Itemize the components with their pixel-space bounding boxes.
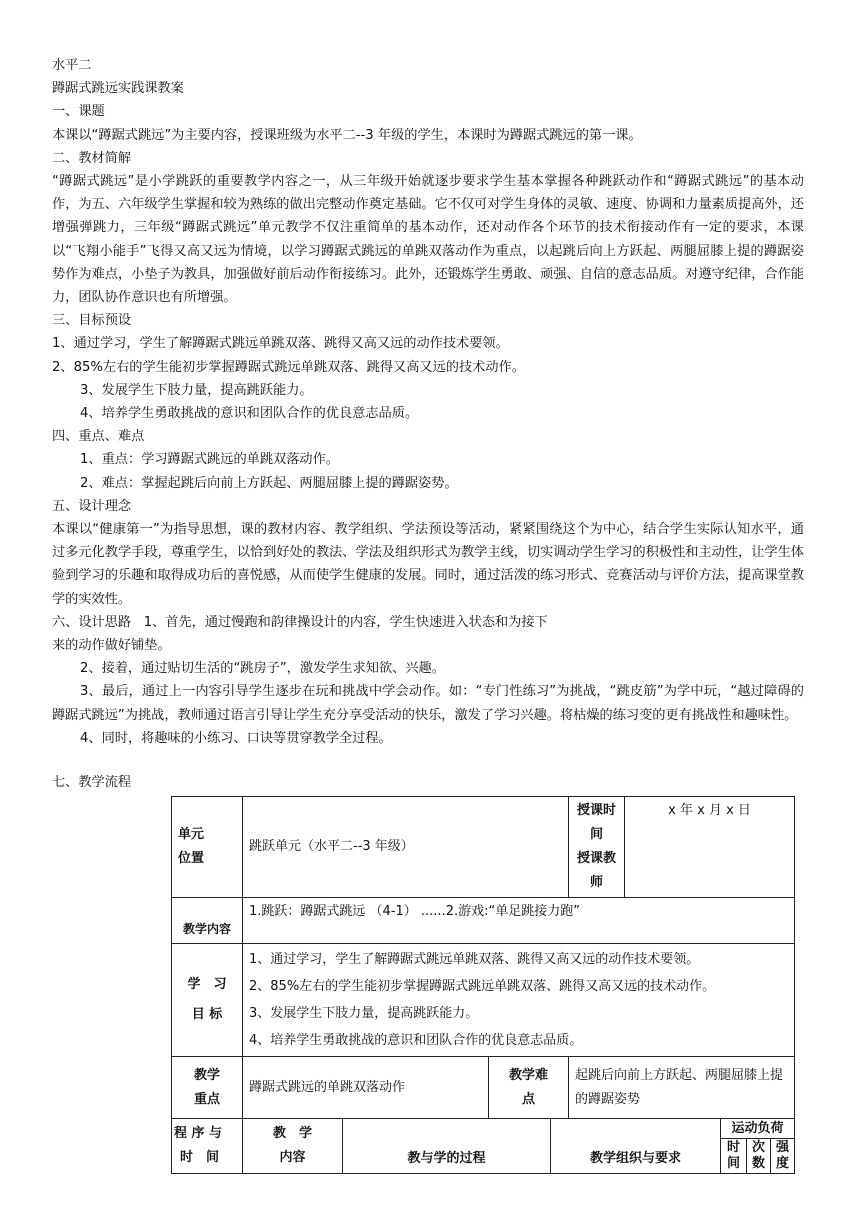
key-point-item: 1、重点：学习蹲踞式跳远的单跳双落动作。 <box>80 452 339 468</box>
goal-item-2: 2、85%左右的学生能初步掌握蹲踞式跳远单跳双落、跳得又高又远的技术动作。 <box>52 359 525 375</box>
cont-label-1: 教 学 <box>272 1126 312 1141</box>
unit-label-2: 位置 <box>178 851 205 866</box>
section-6-p2: 2、接着，通过贴切生活的“跳房子”，激发学生求知欲、兴趣。 <box>80 661 445 677</box>
teaching-flow-table <box>171 796 795 1174</box>
diff-label-1: 教学难 <box>509 1067 549 1083</box>
unit-label-cell <box>172 797 243 898</box>
section-6-first-line <box>52 611 804 634</box>
cont-label-2: 内容 <box>279 1150 306 1165</box>
diff-label-2: 点 <box>522 1091 536 1107</box>
section-7-heading: 七、教学流程 <box>52 775 132 791</box>
section-1-text: 本课以“蹲踞式跳远”为主要内容，授课班级为水平二--3 年级的学生，本课时为蹲踞式跳远的第一课。 <box>52 127 642 143</box>
section-6-p3: 3、最后，通过上一内容引导学生逐步在玩和挑战中学会动作。如：“专门性练习”为挑战，“跳皮筋”为学中玩，“越过障碍的蹲踞式跳远”为挑战，教师通过语言引导让学生充分享受活动的快乐，激发了学习兴趣。将枯燥的练习变的更有挑战性和趣味性。 <box>52 684 804 723</box>
table-goal-1: 1、通过学习，学生了解蹲踞式跳远单跳双落、跳得又高又远的动作技术要领。 <box>249 952 700 967</box>
section-3-heading: 三、目标预设 <box>52 313 132 329</box>
date-value: x 年 x 月 x 日 <box>625 797 795 898</box>
goals-cell <box>243 944 795 1057</box>
load-label: 运动负荷 <box>721 1119 795 1139</box>
section-5-heading: 五、设计理念 <box>52 498 132 514</box>
teacher-label: 授课教师 <box>577 851 617 890</box>
lesson-plan-document <box>52 54 804 794</box>
goal-label-2: 目 标 <box>191 1007 223 1022</box>
content-label: 教学内容 <box>172 898 243 944</box>
section-2-heading: 二、教材简解 <box>52 150 132 166</box>
section-6-p1-continued: 来的动作做好铺垫。 <box>52 638 171 654</box>
difficulty-item: 2、难点：掌握起跳后向前上方跃起、两腿屈膝上提的蹲踞姿势。 <box>80 475 458 491</box>
key-value: 蹲踞式跳远的单跳双落动作 <box>243 1057 489 1119</box>
diff-value: 起跳后向前上方跃起、两腿屈膝上提的蹲踞姿势 <box>569 1057 795 1119</box>
section-6-heading: 六、设计思路 <box>52 614 132 630</box>
proc-label-2: 时 间 <box>180 1150 220 1165</box>
key-label-cell <box>172 1057 243 1119</box>
key-label-2: 重点 <box>193 1091 220 1107</box>
goal-label-cell <box>172 944 243 1057</box>
section-2-text: “蹲踞式跳远”是小学跳跃的重要教学内容之一，从三年级开始就逐步要求学生基本掌握各种跳跃动作和“蹲踞式跳远”的基本动作，为五、六年级学生掌握和较为熟练的做出完整动作奠定基础。它不仅可对学生身体的灵敏、速度、协调和力量素质提高外，还增强弹跳力，三年级“蹲踞式跳远”单元教学不仅注重简单的基本动作，还对动作各个环节的技术衔接动作有一定的要求，本课以“飞翔小能手”飞得又高又远为情境，以学习蹲踞式跳远的单跳双落动作为重点，以起跳后向上方跃起、两腿屈膝上提的蹲踞姿势作为难点，小垫子为教具，加强做好前后动作衔接练习。此外，还锻炼学生勇敢、顽强、自信的意志品质。对遵守纪律，合作能力，团队协作意识也有所增强。 <box>52 174 804 306</box>
diff-label-cell <box>489 1057 569 1119</box>
key-label-1: 教学 <box>193 1067 220 1083</box>
section-4-heading: 四、重点、难点 <box>52 429 145 445</box>
section-6-p1: 1、首先，通过慢跑和韵律操设计的内容，学生快速进入状态和为接下 <box>143 614 548 630</box>
cont-label-cell <box>243 1119 343 1174</box>
org-label: 教学组织与要求 <box>551 1119 721 1174</box>
proc-label-1: 程 序 与 <box>174 1126 223 1141</box>
goal-item-3: 3、发展学生下肢力量，提高跳跃能力。 <box>80 382 313 398</box>
document-title: 蹲踞式跳远实践课教案 <box>52 81 184 97</box>
content-value: 1.跳跃：蹲踞式跳远 （4-1） ......2.游戏:“单足跳接力跑” <box>243 898 795 944</box>
unit-value: 跳跃单元（水平二--3 年级） <box>243 797 569 898</box>
process-label: 教与学的过程 <box>343 1119 551 1174</box>
proc-label-cell <box>172 1119 243 1174</box>
goal-item-1: 1、通过学习，学生了解蹲踞式跳远单跳双落、跳得又高又远的动作技术要领。 <box>52 336 509 352</box>
table-goal-4: 4、培养学生勇敢挑战的意识和团队合作的优良意志品质。 <box>249 1033 583 1048</box>
level-line: 水平二 <box>52 58 92 73</box>
time-label: 授课时间 <box>577 803 617 842</box>
goal-label-1: 学 习 <box>187 977 227 992</box>
table-goal-3: 3、发展学生下肢力量，提高跳跃能力。 <box>249 1006 479 1021</box>
load-time-label: 时间 <box>721 1139 747 1174</box>
unit-label-1: 单元 <box>178 827 205 842</box>
section-1-heading: 一、课题 <box>52 104 105 120</box>
table-goal-2: 2、85%左右的学生能初步掌握蹲踞式跳远单跳双落、跳得又高又远的技术动作。 <box>249 979 716 994</box>
time-teacher-label-cell <box>569 797 625 898</box>
section-5-text: 本课以“健康第一”为指导思想，课的教材内容、教学组织、学法预设等活动，紧紧围绕这个为中心，结合学生实际认知水平，通过多元化教学手段，尊重学生，以恰到好处的教法、学法及组织形式为教学主线，切实调动学生学习的积极性和主动性，让学生体验到学习的乐趣和取得成功后的喜悦感，从而使学生健康的发展。同时，通过活泼的练习形式、竞赛活动与评价方法，提高课堂教学的实效性。 <box>52 522 804 607</box>
load-count-label: 次数 <box>747 1139 771 1174</box>
goal-item-4: 4、培养学生勇敢挑战的意识和团队合作的优良意志品质。 <box>80 406 419 422</box>
load-intensity-label: 强度 <box>771 1139 795 1174</box>
section-6-p4: 4、同时，将趣味的小练习、口诀等贯穿教学全过程。 <box>80 730 392 746</box>
